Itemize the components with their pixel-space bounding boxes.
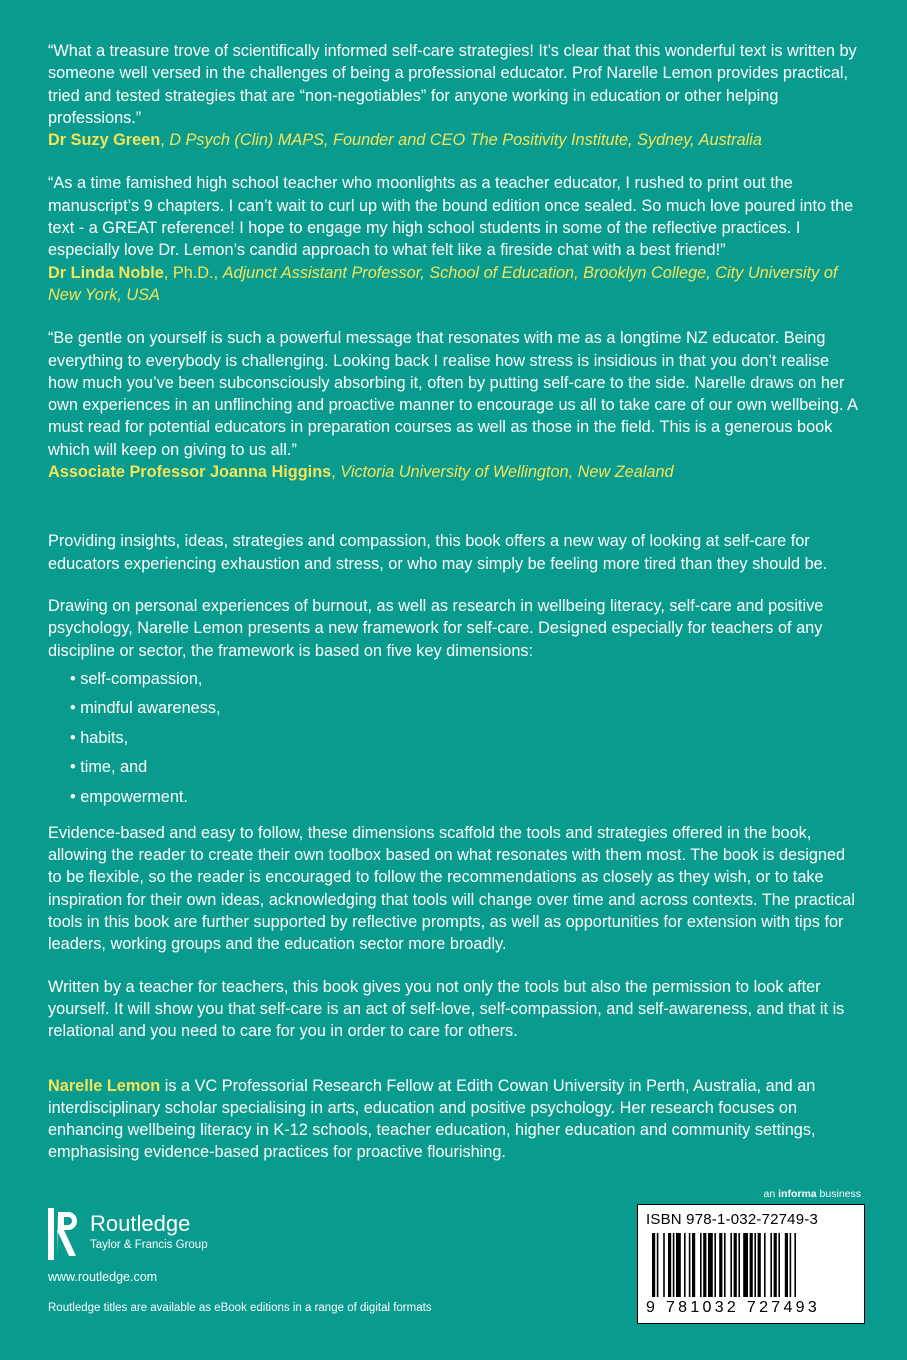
endorsement-attribution: Dr Linda Noble, Ph.D., Adjunct Assistant Professor, School of Education, Brooklyn College, City University of New York, USA (48, 263, 838, 304)
barcode-bar (714, 1233, 716, 1297)
endorser-affiliation: D Psych (Clin) MAPS, Founder and CEO The Positivity Institute, Sydney, Australia (169, 131, 762, 150)
barcode-bar (734, 1233, 737, 1297)
barcode-bar (778, 1233, 780, 1297)
barcode-bar (673, 1233, 675, 1297)
publisher-group: Taylor & Francis Group (90, 1239, 208, 1251)
barcode-bar (794, 1233, 796, 1297)
endorser-affiliation: Adjunct Assistant Professor, School of Education, Brooklyn College, City University of New York, USA (48, 263, 838, 304)
back-cover-content (48, 40, 863, 1164)
endorser-name: Associate Professor Joanna Higgins (48, 463, 332, 482)
barcode-bar (754, 1233, 756, 1297)
barcode-bar (703, 1233, 706, 1297)
endorsement-attribution: Associate Professor Joanna Higgins, Victoria University of Wellington, New Zealand (48, 463, 674, 482)
description-paragraph: Providing insights, ideas, strategies and compassion, this book offers a new way of looking at self-care for educators experiencing exhaustion and stress, or who may simply be feeling more tired than they should be. (48, 532, 828, 573)
barcode-bar (657, 1233, 659, 1297)
barcode-bar (730, 1233, 732, 1297)
description-paragraph: Drawing on personal experiences of burnout, as well as research in wellbeing literacy, self-care and positive psychology, Narelle Lemon presents a new framework for self-care. Designed especially for teachers of any discipline or sector, the framework is based on five key dimensions: (48, 596, 824, 660)
endorsement-attribution: Dr Suzy Green, D Psych (Clin) MAPS, Founder and CEO The Positivity Institute, Sydney, Australia (48, 131, 762, 150)
cover-footer (48, 1180, 863, 1340)
list-item: • time, and (70, 756, 863, 778)
list-item: • mindful awareness, (70, 697, 863, 719)
informa-tagline: an informa business (763, 1188, 861, 1200)
barcode-bar (764, 1233, 766, 1297)
isbn-barcode (637, 1204, 865, 1324)
author-bio-text: is a VC Professorial Research Fellow at Edith Cowan University in Perth, Australia, and an interdisciplinary scholar specialising in arts, education and positive psychology. Her research focuses on enhancing wellbeing literacy in K-12 schools, teacher education, higher education and community settings, emphasising evidence-based practices for proactive flourishing. (48, 1076, 816, 1162)
endorser-name: Dr Suzy Green (48, 131, 161, 150)
barcode-bars (652, 1233, 852, 1297)
barcode-bar (790, 1233, 792, 1297)
barcode-bar (700, 1233, 702, 1297)
author-bio (48, 1075, 863, 1164)
publisher-brand (90, 1212, 208, 1252)
endorsement-quote: “What a treasure trove of scientifically informed self-care strategies! It’s clear that this wonderful text is written by someone well versed in the challenges of being a professional educator. Prof Narelle Lemon provides practical, tried and tested strategies that are “non-negotiables” for anyone working in education or other helping professions.” (48, 42, 857, 127)
description-paragraph: Evidence-based and easy to follow, these dimensions scaffold the tools and strategies offered in the book, allowing the reader to create their own toolbox based on what resonates with them most. The book is designed to be flexible, so the reader is encouraged to follow the recommendations as closely as they wish, or to take inspiration for their own ideas, acknowledging that tools will change over time and across contexts. The practical tools in this book are further supported by reflective prompts, as well as opportunities for extension with tips for leaders, working groups and the education sector more broadly. (48, 823, 855, 954)
barcode-bar (750, 1233, 753, 1297)
endorsement-quote: “Be gentle on yourself is such a powerful message that resonates with me as a longtime NZ educator. Being everything to everybody is challenging. Looking back I realise how stress is insidious in that you don’t realise how much you’ve been subconsciously absorbing it, often by putting self-care to the side. Narelle draws on her own experiences in an unflinching and proactive manner to encourage us all to take care of our own wellbeing. A must read for potential educators in preparation courses as well as those in the field. This is a generous book which will keep on giving to us all.” (48, 329, 858, 459)
barcode-bar (738, 1233, 740, 1297)
barcode-bar (676, 1233, 681, 1297)
barcode-bar (719, 1233, 722, 1297)
barcode-bar (663, 1233, 665, 1297)
barcode-bar (770, 1233, 772, 1297)
barcode-bar (689, 1233, 691, 1297)
endorser-credential: Ph.D., (172, 263, 223, 282)
barcode-bar (743, 1233, 748, 1297)
barcode-bar (652, 1233, 655, 1297)
endorser-affiliation: Victoria University of Wellington, New Zealand (340, 463, 674, 482)
list-item: • self-compassion, (70, 668, 863, 690)
barcode-bar (708, 1233, 713, 1297)
barcode-bar (758, 1233, 761, 1297)
list-item: • empowerment. (70, 786, 863, 808)
endorsement-3 (48, 327, 863, 483)
barcode-bar (692, 1233, 695, 1297)
barcode-bar (785, 1233, 788, 1297)
ebook-note: Routledge titles are available as eBook editions in a range of digital formats (48, 1302, 432, 1314)
barcode-bar (724, 1233, 726, 1297)
list-item: • habits, (70, 727, 863, 749)
endorsement-quote: “As a time famished high school teacher who moonlights as a teacher educator, I rushed to print out the manuscript’s 9 chapters. I can’t wait to curl up with the bound edition once sealed. So much love poured into the text - a GREAT reference! I hope to engage my high school students in some of the reflective practices. I especially love Dr. Lemon’s candid approach to what felt like a fireside chat with a best friend!” (48, 174, 854, 260)
description-paragraph: Written by a teacher for teachers, this book gives you not only the tools but also the permission to look after yourself. It will show you that self-care is an act of self-love, self-compassion, and self-awareness, and that it is relational and you need to care for you in order to care for others. (48, 977, 845, 1041)
dimensions-list (70, 668, 863, 808)
barcode-bar (684, 1233, 686, 1297)
barcode-number: 9 781032 727493 (646, 1299, 821, 1316)
endorsement-1 (48, 40, 863, 151)
endorsement-2 (48, 172, 863, 306)
barcode-bar (774, 1233, 777, 1297)
routledge-logo-icon (48, 1208, 80, 1260)
publisher-name: Routledge (90, 1211, 191, 1236)
barcode-bar (668, 1233, 671, 1297)
publisher-url[interactable]: www.routledge.com (48, 1270, 158, 1284)
isbn-label: ISBN 978-1-032-72749-3 (646, 1211, 819, 1228)
author-name: Narelle Lemon (48, 1076, 161, 1095)
endorser-name: Dr Linda Noble (48, 263, 164, 282)
